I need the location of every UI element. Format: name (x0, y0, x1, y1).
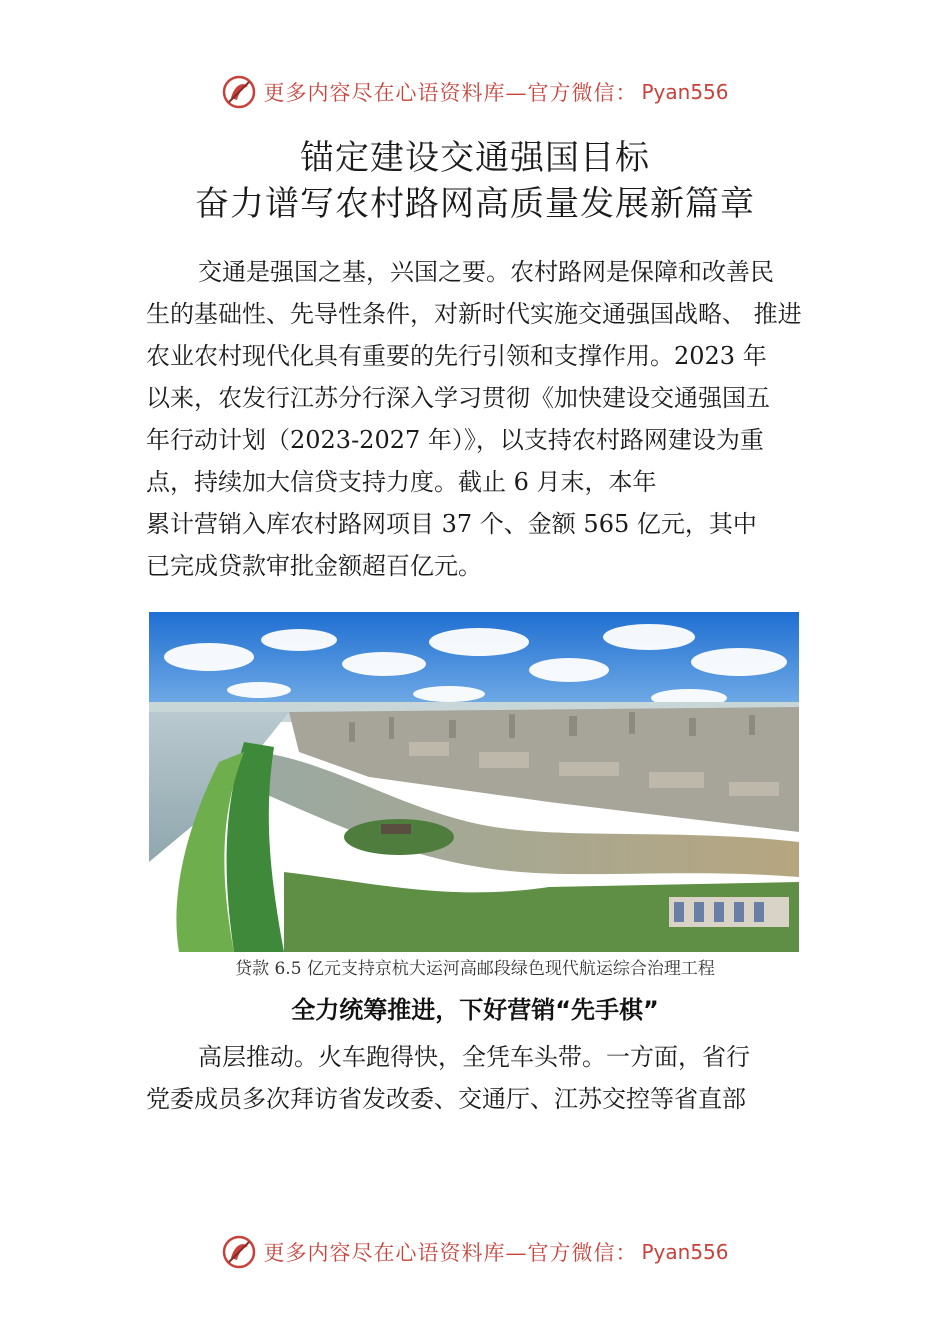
paragraph-line: 年行动计划（2023-2027 年）》，以支持农村路网建设为重 (146, 426, 764, 454)
watermark-text: 更多内容尽在心语资料库—官方微信： (263, 1241, 638, 1265)
paragraph-line: 累计营销入库农村路网项目 37 个、金额 565 亿元，其中 (146, 510, 757, 538)
paragraph-line: 以来，农发行江苏分行深入学习贯彻《加快建设交通强国五 (146, 384, 770, 412)
intro-paragraph (146, 251, 826, 587)
photo-caption: 贷款 6.5 亿元支持京杭大运河高邮段绿色现代航运综合治理工程 (235, 959, 715, 979)
section-heading: 全力统筹推进，下好营销“先手棋” (291, 996, 659, 1024)
paragraph-line: 党委成员多次拜访省发改委、交通厅、江苏交控等省直部 (146, 1085, 746, 1113)
paragraph-line: 高层推动。火车跑得快，全凭车头带。一方面，省行 (198, 1043, 750, 1071)
paragraph-line: 农业农村现代化具有重要的先行引领和支撑作用。2023 年 (146, 342, 767, 370)
paragraph-line: 点，持续加大信贷支持力度。截止 6 月末，本年 (146, 468, 657, 496)
watermark-wechat-id: Pyan556 (641, 80, 729, 104)
watermark-header (0, 72, 950, 112)
watermark-text: 更多内容尽在心语资料库—官方微信： (263, 81, 638, 105)
watermark-footer (0, 1232, 950, 1272)
watermark-wechat-id: Pyan556 (641, 1240, 729, 1264)
document-title-line-1: 锚定建设交通强国目标 (300, 138, 650, 178)
document-title-line-2: 奋力谱写农村路网高质量发展新篇章 (195, 184, 755, 224)
brand-logo-icon (221, 1234, 257, 1270)
aerial-canal-photo (149, 612, 799, 952)
section-paragraph (146, 1036, 826, 1120)
brand-logo-icon (221, 74, 257, 110)
canal-aerial-illustration (149, 612, 799, 952)
paragraph-line: 交通是强国之基，兴国之要。农村路网是保障和改善民 (198, 258, 774, 286)
paragraph-line: 已完成贷款审批金额超百亿元。 (146, 552, 482, 580)
paragraph-line: 生的基础性、先导性条件，对新时代实施交通强国战略、 推进 (146, 300, 802, 328)
